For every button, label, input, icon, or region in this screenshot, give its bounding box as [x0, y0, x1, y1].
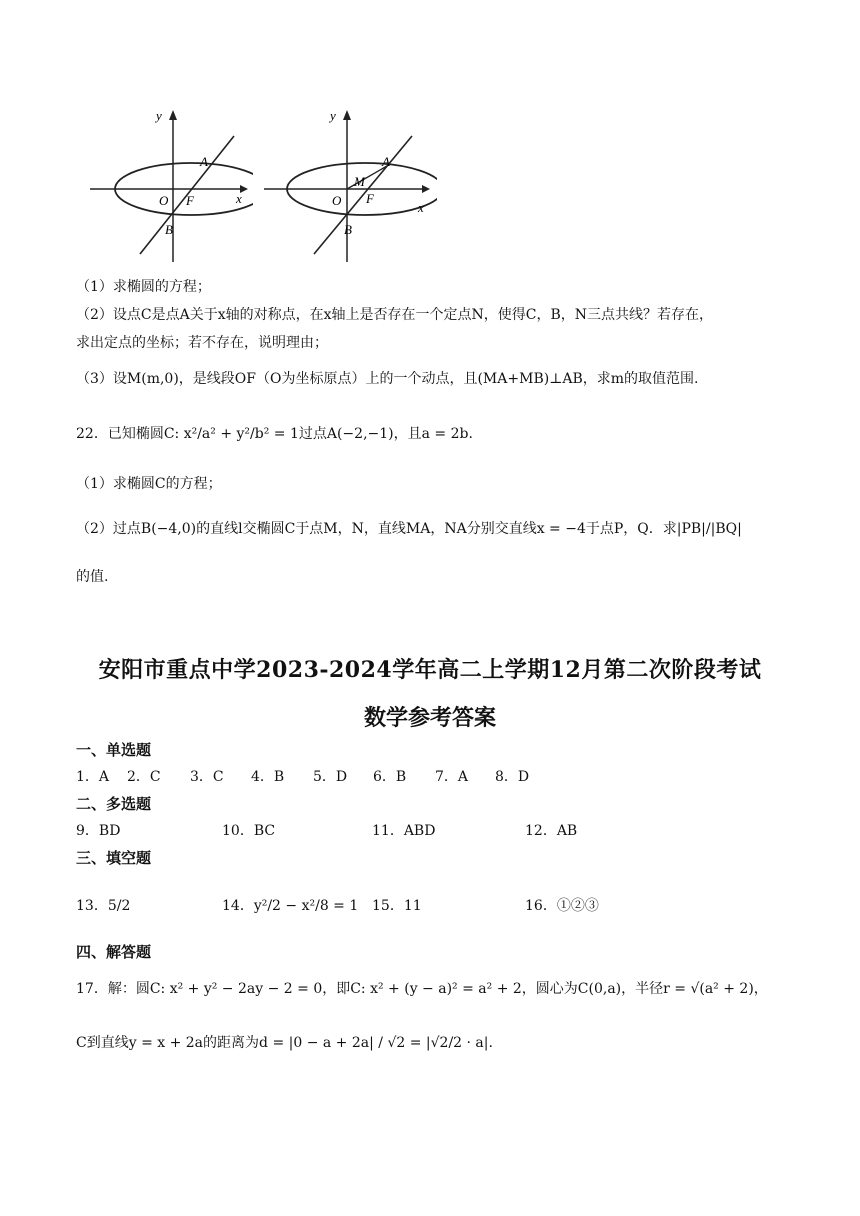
fig1-f-label: F [186, 193, 194, 208]
answer-item: 9．BD [76, 823, 121, 839]
q17-solution-line1: 17．解：圆C: x² + y² − 2ay − 2 = 0，即C: x² + (y − a)² = a² + 2，圆心为C(0,a)，半径r = √(a² + 2)， [76, 981, 768, 997]
fig2-x-label: x [418, 200, 424, 215]
fig2-o-label: O [332, 193, 342, 208]
answer-item: 13．5/2 [76, 898, 131, 914]
fig2-b-label: B [344, 222, 352, 237]
answer-item: 10．BC [222, 823, 276, 839]
fig1-o-label: O [159, 193, 169, 208]
fig1-x-label: x [236, 191, 242, 206]
q21-part2-line2: 求出定点的坐标；若不存在，说明理由； [76, 335, 328, 351]
fig2-a-label: A [382, 154, 390, 169]
q22-stem: 22．已知椭圆C: x²/a² + y²/b² = 1过点A(−2,−1)，且a = 2b. [76, 426, 473, 442]
section-fill-blank: 三、填空题 [76, 849, 152, 867]
answer-item: 8．D [495, 769, 530, 785]
ellipse-figure-1 [88, 104, 253, 264]
answer-item: 4．B [251, 769, 285, 785]
q22-part1: （1）求椭圆C的方程； [76, 476, 222, 492]
fig1-y-label: y [156, 108, 162, 123]
answer-item: 15．11 [372, 898, 422, 914]
answer-item: 6．B [373, 769, 407, 785]
section-solutions: 四、解答题 [76, 943, 152, 961]
fig2-f-label: F [366, 191, 374, 206]
q21-part3: （3）设M(m,0)，是线段OF（O为坐标原点）上的一个动点，且(MA+MB)⊥AB，求m的取值范围. [76, 371, 699, 387]
q22-part2: （2）过点B(−4,0)的直线l交椭圆C于点M，N，直线MA，NA分别交直线x = −4于点P，Q．求|PB|/|BQ| [76, 521, 742, 537]
answer-item: 14．y²/2 − x²/8 = 1 [222, 898, 359, 914]
q21-part2-line1: （2）设点C是点A关于x轴的对称点，在x轴上是否存在一个定点N，使得C，B，N三点共线？若存在， [76, 307, 714, 323]
section-multi-choice: 二、多选题 [76, 795, 152, 813]
fig2-y-label: y [330, 108, 336, 123]
answer-item: 1．A [76, 769, 110, 785]
fig1-a-label: A [200, 154, 208, 169]
answer-item: 5．D [313, 769, 348, 785]
answers-title: 安阳市重点中学2023-2024学年高二上学期12月第二次阶段考试 [98, 657, 762, 683]
fig2-m-label: M [354, 174, 365, 189]
answer-item: 7．A [435, 769, 469, 785]
ellipse-figure-2 [262, 104, 437, 264]
q21-part1: （1）求椭圆的方程； [76, 279, 211, 295]
q17-solution-line2: C到直线y = x + 2a的距离为d = |0 − a + 2a| / √2 = |√2/2 · a|. [76, 1035, 493, 1051]
answer-item: 2．C [127, 769, 161, 785]
fig1-b-label: B [165, 222, 173, 237]
answer-item: 11．ABD [372, 823, 436, 839]
answer-item: 12．AB [525, 823, 578, 839]
section-single-choice: 一、单选题 [76, 741, 152, 759]
q22-part2-tail: 的值. [76, 569, 109, 585]
answer-item: 16．①②③ [525, 898, 599, 914]
answer-item: 3．C [190, 769, 224, 785]
answers-subtitle: 数学参考答案 [363, 705, 496, 731]
